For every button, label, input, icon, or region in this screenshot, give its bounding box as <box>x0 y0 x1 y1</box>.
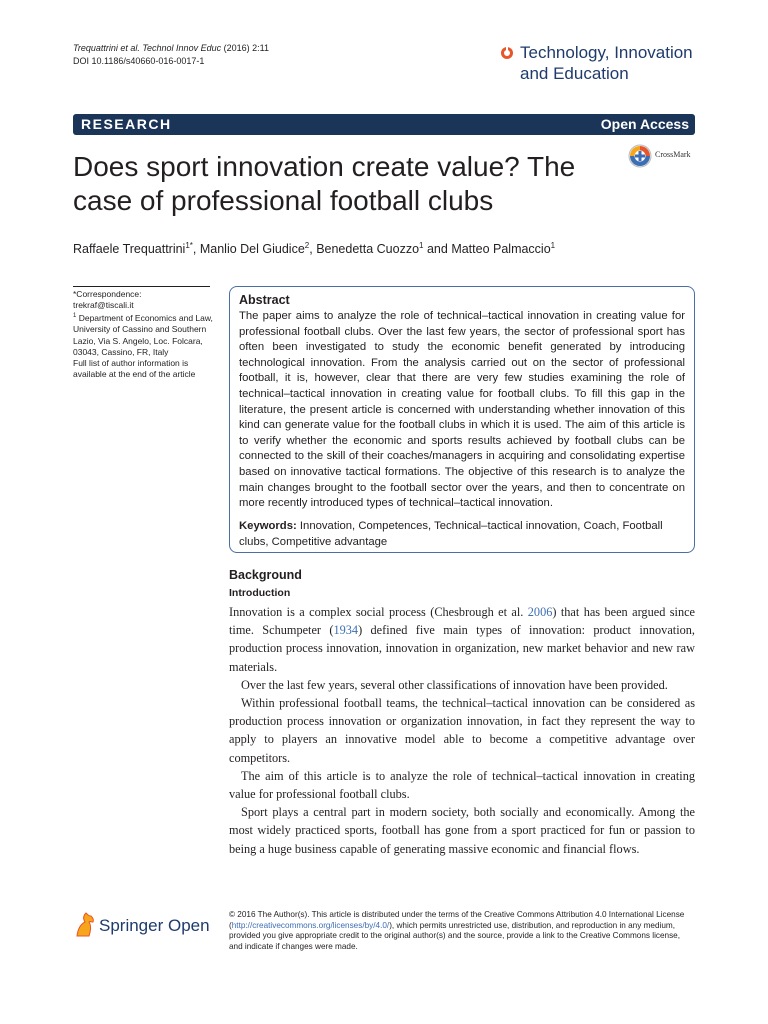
paragraph: Within professional football teams, the technical–tactical innovation can be considered as production process innovation or organization innovation, in fact they represent the way to apply to players an innovative model able to become a competitive advantage over competitors. <box>229 696 695 765</box>
section-heading: Background <box>229 568 302 582</box>
author-name[interactable]: Benedetta Cuozzo <box>316 242 420 257</box>
author-affiliation-marker: 1 <box>550 241 556 250</box>
correspondence-label: *Correspondence: <box>73 289 142 299</box>
author-separator: , <box>309 242 317 257</box>
citation-volume: (2016) 2:11 <box>221 43 269 53</box>
keywords-list: Innovation, Competences, Technical–tactical innovation, Coach, Football clubs, Competitive advantage <box>239 519 663 548</box>
author-name[interactable]: Manlio Del Giudice <box>199 242 305 257</box>
license-statement: © 2016 The Author(s). This article is distributed under the terms of the Creative Commons Attribution 4.0 International License ( <box>229 910 685 930</box>
author-affiliation-marker: 1* <box>185 241 193 250</box>
paragraph-text: ) defined five main types of innovation: product innovation, production process innovation, innovation in organization, new market behavior and new raw materials. <box>229 623 695 674</box>
abstract-box <box>229 286 695 553</box>
body-text <box>229 603 695 858</box>
reference-link[interactable]: 2006 <box>527 605 553 619</box>
paragraph-text: Innovation is a complex social process (Chesbrough et al. <box>229 605 528 619</box>
reference-link[interactable]: 1934 <box>333 623 359 638</box>
citation-line <box>73 42 269 55</box>
author-separator: , <box>192 242 200 257</box>
crossmark-icon <box>628 144 652 168</box>
springer-open-logo[interactable] <box>73 910 223 944</box>
correspondence-email[interactable]: trekraf@tiscali.it <box>73 300 134 311</box>
abstract-text: The paper aims to analyze the role of technical–tactical innovation in creating value for professional football clubs. Over the last few years, the sector of professional sport has often been investigated to study the economic benefit generated by introducing technological innovation. From the analysis carried out on the sector of professional football, it is, however, clear that there are very few studies examining the role of technical–tactical innovation in creating value for football clubs. To fill this gap in the literature, the present article is concerned with understanding whether innovation of this kind can generate value for the football clubs in which it is used. The aim of this article is to verify whether the economic and sports results achieved by football clubs can be connected to the skill of their coaches/managers in acquiring and consolidating expertise based on innovative tactical formations. The objective of this research is to analyze the main changes brought to the football sector over the years, and then to concentrate on more recently introduced types of technical–tactical innovation. <box>239 310 685 510</box>
publisher-name-main: Springer <box>99 916 164 935</box>
keywords <box>239 518 685 550</box>
citation-journal: Trequattrini et al. Technol Innov Educ <box>73 43 222 53</box>
journal-name-line1: Technology, Innovation <box>520 43 693 62</box>
open-access-label: Open Access <box>600 116 689 132</box>
affiliation-marker: 1 <box>73 313 77 320</box>
author-name[interactable]: Matteo Palmaccio <box>451 242 551 257</box>
subsection-heading: Introduction <box>229 587 291 599</box>
correspondence-sidebar <box>73 289 213 380</box>
keywords-label: Keywords: <box>239 519 297 532</box>
paragraph-text: ) that has been argued since time. Schumpeter ( <box>229 605 696 638</box>
crossmark-badge[interactable] <box>628 144 698 168</box>
article-title: Does sport innovation create value? The case of professional football clubs <box>73 151 576 216</box>
author-affiliation-marker: 1 <box>419 241 424 250</box>
author-name[interactable]: Raffaele Trequattrini <box>73 242 186 257</box>
journal-logo-icon <box>500 46 514 60</box>
article-type-banner <box>73 114 695 135</box>
paragraph: The aim of this article is to analyze the role of technical–tactical innovation in creating value for professional football clubs. <box>229 768 695 802</box>
doi-text[interactable]: DOI 10.1186/s40660-016-0017-1 <box>73 56 205 66</box>
article-type-label: RESEARCH <box>81 116 172 132</box>
paragraph: Over the last few years, several other classifications of innovation have been provided. <box>241 677 668 692</box>
license-link[interactable]: http://creativecommons.org/licenses/by/4.0/ <box>231 920 390 930</box>
license-text <box>229 910 695 952</box>
paragraph <box>229 603 695 676</box>
springer-horse-icon <box>73 910 97 938</box>
license-statement-cont: ), which permits unrestricted use, distribution, and reproduction in any medium, provided you give appropriate credit to the original author(s) and the source, provide a link to the Creative Commons license, and indicate if changes were made. <box>229 920 681 951</box>
publisher-name-open: Open <box>163 916 210 935</box>
crossmark-label: CrossMark <box>655 150 691 159</box>
author-list <box>73 238 693 257</box>
abstract-heading: Abstract <box>239 293 290 307</box>
citation-header <box>73 42 269 68</box>
author-separator: and <box>423 242 452 257</box>
affiliation-address: Department of Economics and Law, University of Cassino and Southern Lazio, Via S. Angelo, Loc. Folcara, 03043, Cassino, FR, Italy <box>73 313 213 357</box>
publisher-name <box>99 916 210 936</box>
author-info-note: Full list of author information is available at the end of the article <box>73 358 196 380</box>
author-affiliation-marker: 2 <box>304 241 310 250</box>
sidebar-divider <box>73 286 210 287</box>
journal-name-line2: and Education <box>520 64 629 83</box>
paragraph: Sport plays a central part in modern society, both socially and economically. Among the most widely practiced sports, football has gone from a sport practiced for fun or passion to being a huge business capable of generating massive economic and financial flows. <box>229 805 695 856</box>
affiliation-text <box>73 311 213 358</box>
